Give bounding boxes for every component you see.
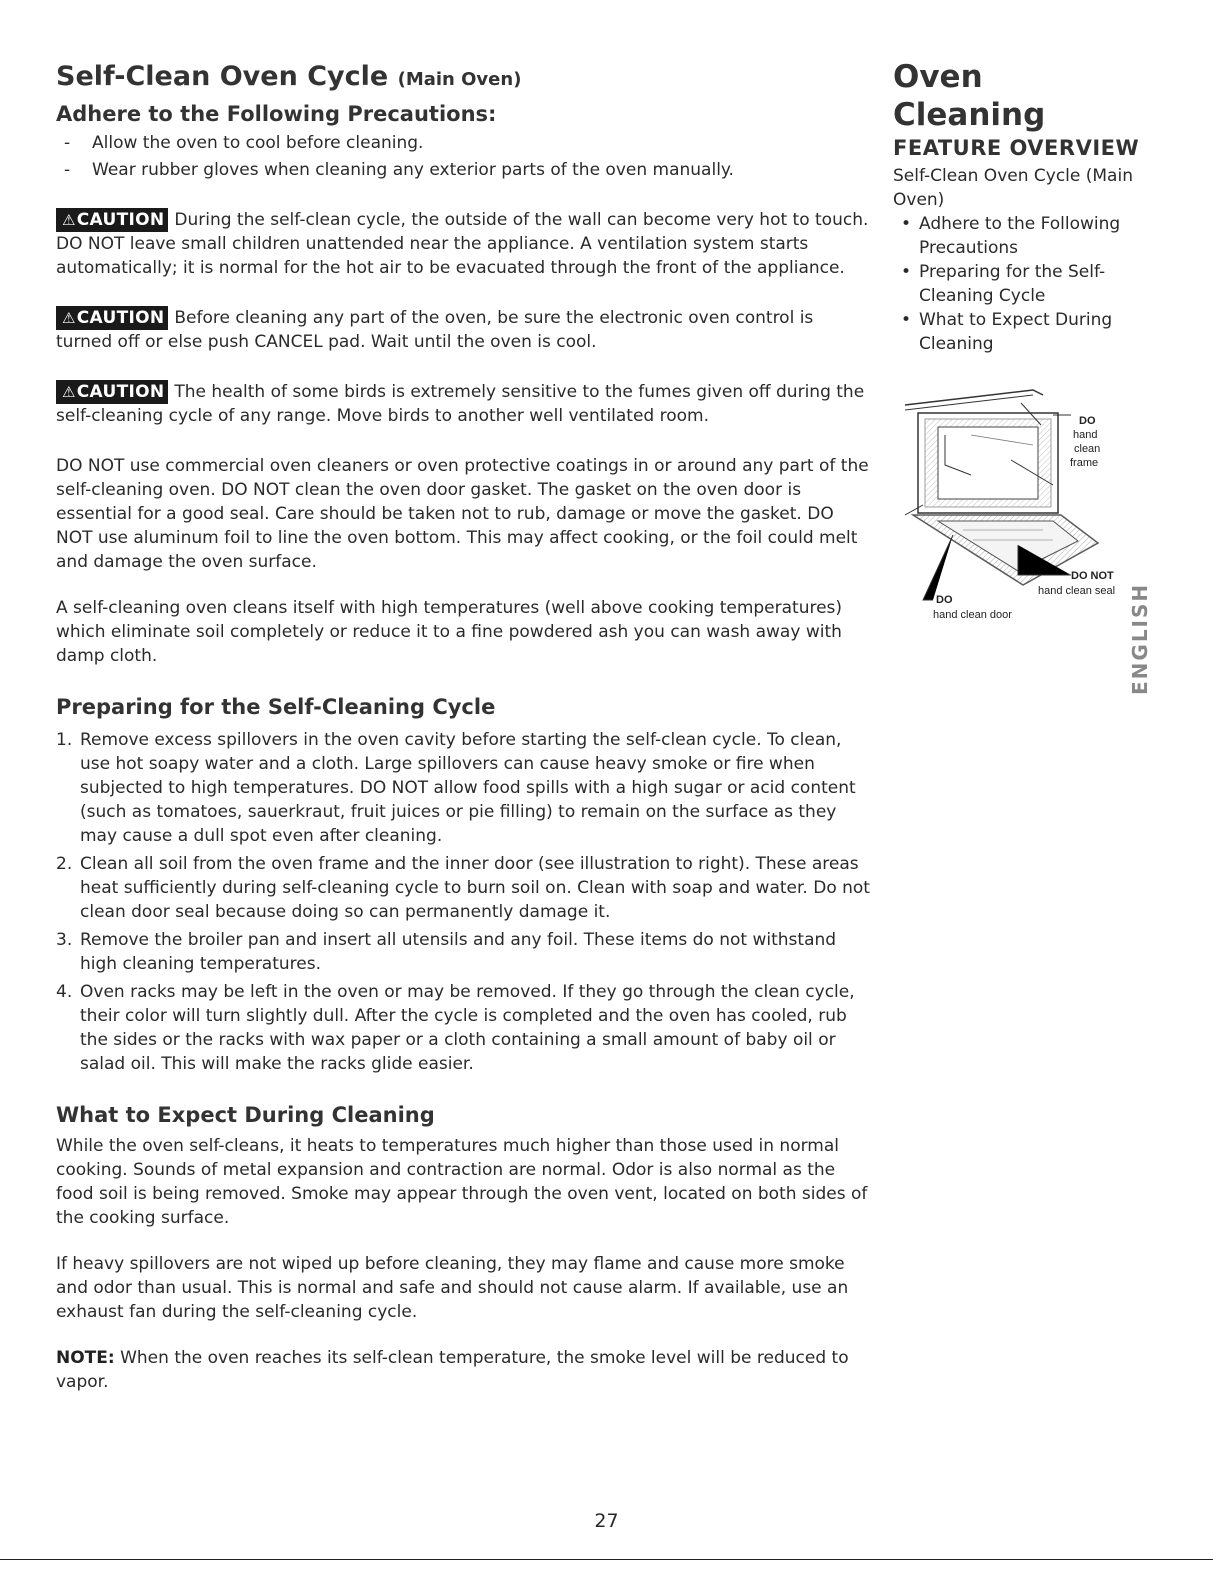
caution-block xyxy=(56,306,871,354)
title-subtext: (Main Oven) xyxy=(397,69,522,90)
note-label: NOTE: xyxy=(56,1348,115,1368)
warning-icon: ⚠ xyxy=(62,309,76,327)
warning-icon: ⚠ xyxy=(62,383,76,401)
sidebar-subtitle: FEATURE OVERVIEW xyxy=(893,136,1140,160)
sidebar-item: • Adhere to the Following Precautions xyxy=(893,212,1143,260)
note-text: When the oven reaches its self-clean temperature, the smoke level will be reduced to vapor. xyxy=(56,1348,849,1392)
warning-icon: ⚠ xyxy=(62,211,76,229)
title-text: Self-Clean Oven Cycle xyxy=(56,61,389,92)
self-clean-paragraph: A self-cleaning oven cleans itself with high temperatures (well above cooking temperatures) which eliminate soil completely or reduce it to a fine powdered ash you can wash away with damp cloth. xyxy=(56,598,843,666)
language-tab: ENGLISH xyxy=(1128,582,1152,695)
do-not-paragraph: DO NOT use commercial oven cleaners or oven protective coatings in or around any part of the self-cleaning oven. DO NOT clean the oven door gasket. The gasket on the oven door is essential for a good seal. Care should be taken not to rub, damage or move the gasket. DO NOT use aluminum foil to line the oven bottom. This may affect cooking, or the foil could melt and damage the oven surface. xyxy=(56,456,869,572)
list-item: - Allow the oven to cool before cleaning. xyxy=(56,131,871,155)
caution-badge: ⚠CAUTION xyxy=(56,380,168,404)
label-hand-clean-seal: hand clean seal xyxy=(1038,585,1116,597)
expect-paragraph-1: While the oven self-cleans, it heats to temperatures much higher than those used in normal cooking. Sounds of metal expansion and contraction are normal. Odor is also normal as the food soil is being removed. Smoke may appear through the oven vent, located on both sides of the cooking surface. xyxy=(56,1136,868,1228)
list-item: 3. Remove the broiler pan and insert all utensils and any foil. These items do not withstand high cleaning temperatures. xyxy=(56,930,837,974)
list-item: 1. Remove excess spillovers in the oven cavity before starting the self-clean cycle. To clean, use hot soapy water and a cloth. Large spillovers can cause heavy smoke or fire when subjected to high temperatures. DO NOT allow food spills with a high sugar or acid content (such as tomatoes, sauerkraut, fruit juices or pie filling) to remain on the surface as they may cause a dull spot even after cleaning. xyxy=(56,730,856,846)
sidebar-title: Oven Cleaning xyxy=(893,59,1046,133)
label-do-not: DO NOT xyxy=(1071,570,1114,582)
oven-door-illustration xyxy=(893,365,1153,630)
bottom-rule xyxy=(0,1559,1213,1560)
label-do-top: DO xyxy=(1079,415,1096,427)
sidebar-section: Self-Clean Oven Cycle (Main Oven) xyxy=(893,166,1133,210)
precautions-heading: Adhere to the Following Precautions: xyxy=(56,102,497,126)
oven-illustration-svg xyxy=(893,365,1153,630)
sidebar-item: • What to Expect During Cleaning xyxy=(893,308,1143,356)
note-paragraph xyxy=(56,1346,871,1394)
list-item: 4. Oven racks may be left in the oven or may be removed. If they go through the clean cycle, their color will turn slightly dull. After the cycle is completed and the oven has cooled, rub the sides or the racks with wax paper or a cloth containing a small amount of baby oil or salad oil. This will make the racks glide easier. xyxy=(56,982,855,1074)
expect-paragraph-2: If heavy spillovers are not wiped up before cleaning, they may flame and cause more smoke and odor than usual. This is normal and safe and should not cause alarm. If available, use an exhaust fan during the self-cleaning cycle. xyxy=(56,1254,849,1322)
caution-text: Before cleaning any part of the oven, be sure the electronic oven control is turned off or else push CANCEL pad. Wait until the oven is cool. xyxy=(56,308,814,352)
label-hand-clean-door: hand clean door xyxy=(933,609,1012,621)
caution-block xyxy=(56,380,871,428)
label-do-bottom: DO xyxy=(936,594,953,606)
preparing-heading: Preparing for the Self-Cleaning Cycle xyxy=(56,695,496,719)
label-hand-top: hand xyxy=(1073,429,1098,441)
main-content xyxy=(56,58,871,1394)
page-number: 27 xyxy=(594,1510,619,1532)
preparing-steps xyxy=(56,728,871,1076)
list-item: 2. Clean all soil from the oven frame and the inner door (see illustration to right). These areas heat sufficiently during self-cleaning cycle to burn soil on. Clean with soap and water. Do not clean door seal because doing so can permanently damage it. xyxy=(56,854,870,922)
page-title xyxy=(56,58,871,99)
precautions-list xyxy=(56,131,871,182)
caution-badge: ⚠CAUTION xyxy=(56,306,168,330)
caution-block xyxy=(56,208,871,280)
sidebar xyxy=(893,58,1143,356)
list-item: - Wear rubber gloves when cleaning any exterior parts of the oven manually. xyxy=(56,158,871,182)
sidebar-item: • Preparing for the Self-Cleaning Cycle xyxy=(893,260,1143,308)
label-frame: frame xyxy=(1070,457,1099,469)
sidebar-list xyxy=(893,212,1143,356)
expect-heading: What to Expect During Cleaning xyxy=(56,1103,435,1127)
caution-badge: ⚠CAUTION xyxy=(56,208,168,232)
caution-text: During the self-clean cycle, the outside of the wall can become very hot to touch. DO NOT leave small children unattended near the appliance. A ventilation system starts automatically; it is normal for the hot air to be evacuated through the front of the appliance. xyxy=(56,210,869,278)
caution-text: The health of some birds is extremely sensitive to the fumes given off during the self-cleaning cycle of any range. Move birds to another well ventilated room. xyxy=(56,382,865,426)
label-clean-top: clean xyxy=(1074,443,1101,455)
